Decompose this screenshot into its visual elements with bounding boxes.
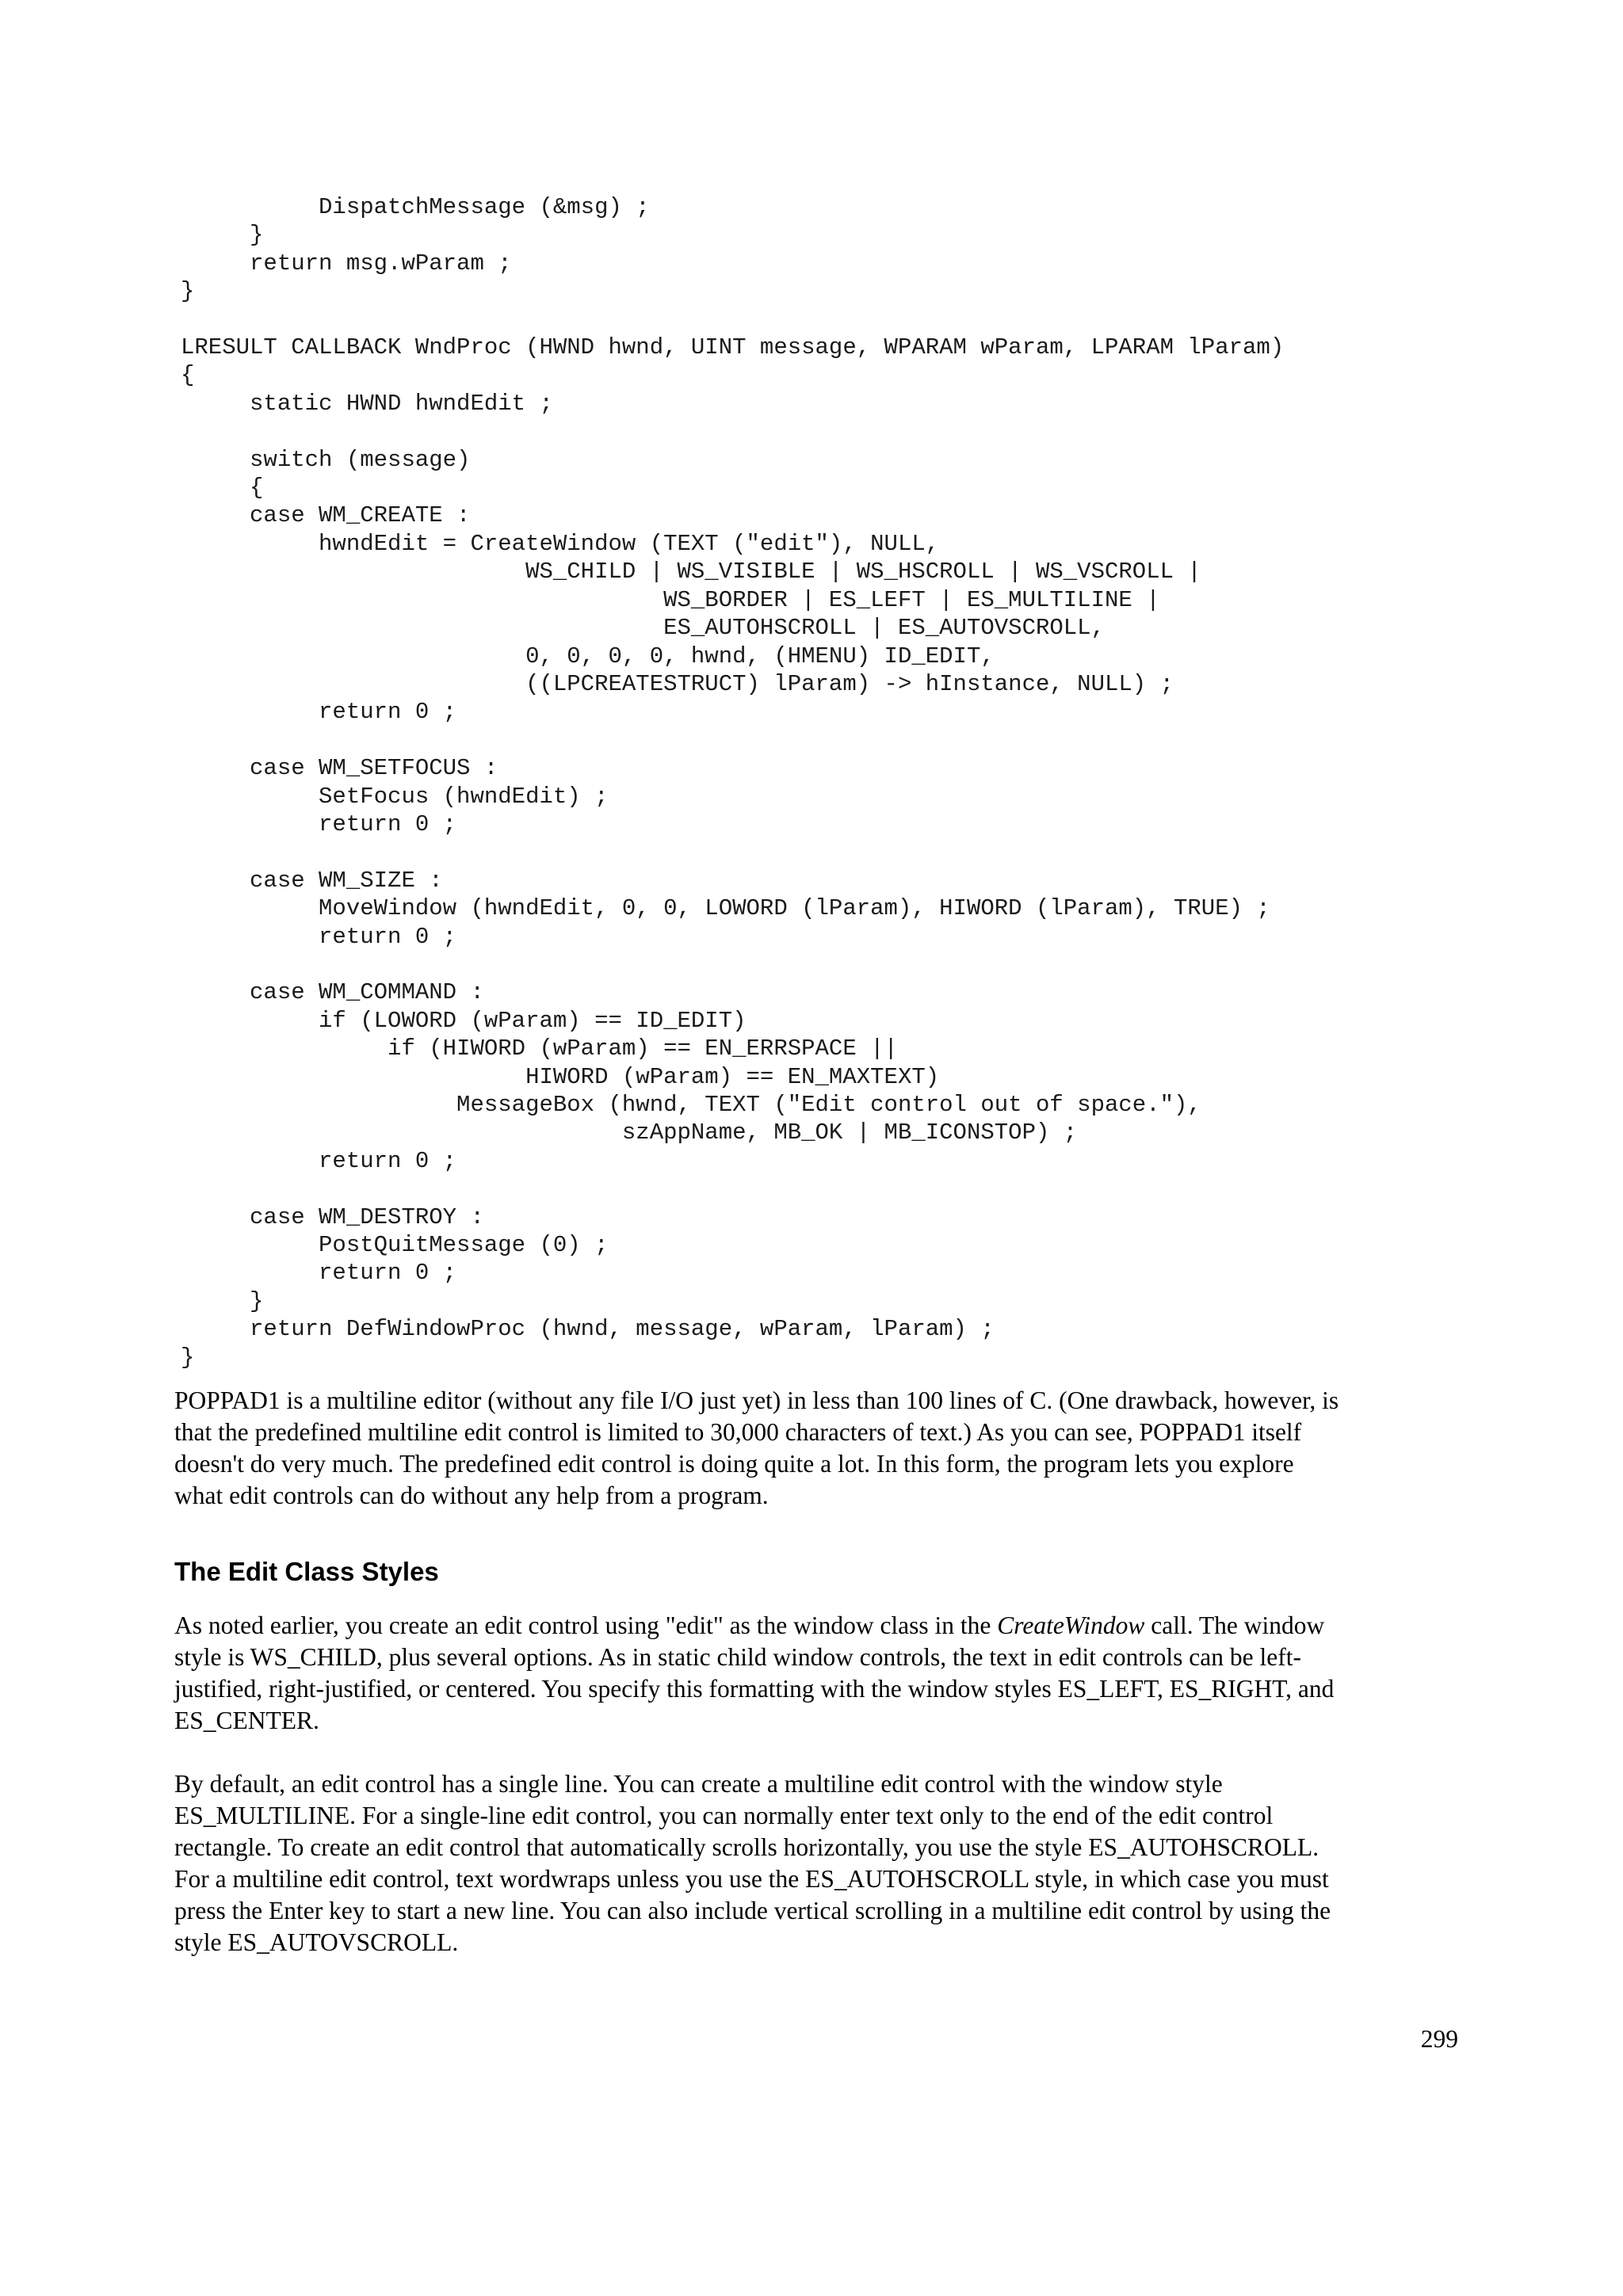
- paragraph-line: For a multiline edit control, text wordwraps unless you use the ES_AUTOHSCROLL style, in which case you must: [174, 1865, 1329, 1893]
- code-line: }: [181, 1287, 264, 1314]
- code-line: LRESULT CALLBACK WndProc (HWND hwnd, UINT message, WPARAM wParam, LPARAM lParam): [181, 334, 1285, 361]
- page-number: 299: [1420, 2025, 1458, 2053]
- code-line: case WM_DESTROY :: [181, 1203, 484, 1230]
- code-line: ((LPCREATESTRUCT) lParam) -> hInstance, NULL) ;: [181, 670, 1174, 697]
- paragraph-line: By default, an edit control has a single line. You can create a multiline edit control with the window style: [174, 1770, 1223, 1798]
- code-line: {: [181, 475, 264, 502]
- paragraph-line: rectangle. To create an edit control that automatically scrolls horizontally, you use the style ES_AUTOHSCROLL.: [174, 1833, 1319, 1861]
- code-line: DispatchMessage (&msg) ;: [181, 194, 650, 220]
- code-line: {: [181, 362, 195, 389]
- paragraph-line: POPPAD1 is a multiline editor (without any file I/O just yet) in less than 100 lines of C. (One drawback, however, is: [174, 1386, 1339, 1414]
- code-line: WS_CHILD | WS_VISIBLE | WS_HSCROLL | WS_VSCROLL |: [181, 559, 1201, 585]
- code-line: case WM_SETFOCUS :: [181, 755, 498, 782]
- body-paragraph-poppad1: [174, 1385, 1458, 1512]
- code-line: if (HIWORD (wParam) == EN_ERRSPACE ||: [181, 1035, 898, 1062]
- code-line: }: [181, 222, 264, 249]
- paragraph-line: justified, right-justified, or centered. You specify this formatting with the window styles ES_LEFT, ES_RIGHT, and: [174, 1675, 1335, 1703]
- code-line: szAppName, MB_OK | MB_ICONSTOP) ;: [181, 1119, 1078, 1146]
- section-heading: The Edit Class Styles: [174, 1557, 439, 1586]
- paragraph-text: call. The window: [1144, 1611, 1325, 1639]
- paragraph-line: ES_MULTILINE. For a single-line edit control, you can normally enter text only to the end of the edit control: [174, 1802, 1274, 1829]
- code-line: return msg.wParam ;: [181, 250, 512, 277]
- paragraph-text: As noted earlier, you create an edit control using "edit" as the window class in the: [174, 1611, 998, 1639]
- code-line: static HWND hwndEdit ;: [181, 390, 553, 417]
- code-line: return 0 ;: [181, 923, 457, 950]
- code-line: HIWORD (wParam) == EN_MAXTEXT): [181, 1063, 940, 1090]
- code-line: }: [181, 1344, 195, 1371]
- code-line: [181, 951, 1284, 978]
- function-name-italic: CreateWindow: [997, 1611, 1145, 1639]
- code-line: return DefWindowProc (hwnd, message, wParam, lParam) ;: [181, 1316, 995, 1343]
- code-line: WS_BORDER | ES_LEFT | ES_MULTILINE |: [181, 586, 1160, 613]
- code-line: [181, 1175, 1284, 1203]
- code-line: switch (message): [181, 446, 471, 473]
- code-line: MessageBox (hwnd, TEXT ("Edit control out of space."),: [181, 1092, 1201, 1118]
- code-line: return 0 ;: [181, 1260, 457, 1287]
- code-line: SetFocus (hwndEdit) ;: [181, 783, 609, 810]
- paragraph-line: style ES_AUTOVSCROLL.: [174, 1928, 459, 1956]
- code-line: }: [181, 278, 195, 305]
- paragraph-line: doesn't do very much. The predefined edit control is doing quite a lot. In this form, the program lets you explore: [174, 1450, 1294, 1478]
- code-line: [181, 418, 1284, 445]
- code-line: hwndEdit = CreateWindow (TEXT ("edit"), NULL,: [181, 530, 940, 557]
- code-line: [181, 727, 1284, 754]
- code-line: return 0 ;: [181, 699, 457, 726]
- paragraph-line: press the Enter key to start a new line. You can also include vertical scrolling in a multiline edit control by using the: [174, 1897, 1331, 1924]
- code-line: case WM_COMMAND :: [181, 979, 484, 1006]
- code-line: MoveWindow (hwndEdit, 0, 0, LOWORD (lParam), HIWORD (lParam), TRUE) ;: [181, 895, 1270, 922]
- code-line: if (LOWORD (wParam) == ID_EDIT): [181, 1007, 747, 1034]
- code-line: 0, 0, 0, 0, hwnd, (HMENU) ID_EDIT,: [181, 643, 995, 669]
- body-paragraph-edit-styles: [174, 1610, 1458, 1737]
- paragraph-line: what edit controls can do without any help from a program.: [174, 1482, 769, 1509]
- code-line: ES_AUTOHSCROLL | ES_AUTOVSCROLL,: [181, 615, 1105, 642]
- code-line: return 0 ;: [181, 1147, 457, 1174]
- code-line: return 0 ;: [181, 810, 457, 837]
- code-listing: [181, 193, 1284, 1371]
- code-line: case WM_CREATE :: [181, 502, 471, 529]
- paragraph-line: ES_CENTER.: [174, 1707, 319, 1734]
- paragraph-line: [174, 1610, 1458, 1642]
- code-line: case WM_SIZE :: [181, 867, 443, 894]
- code-line: PostQuitMessage (0) ;: [181, 1232, 609, 1259]
- paragraph-line: that the predefined multiline edit control is limited to 30,000 characters of text.) As you can see, POPPAD1 itself: [174, 1418, 1302, 1446]
- body-paragraph-multiline: [174, 1768, 1458, 1958]
- code-line: [181, 838, 1284, 866]
- code-line: [181, 306, 1284, 334]
- paragraph-line: style is WS_CHILD, plus several options. As in static child window controls, the text in edit controls can be left-: [174, 1643, 1301, 1671]
